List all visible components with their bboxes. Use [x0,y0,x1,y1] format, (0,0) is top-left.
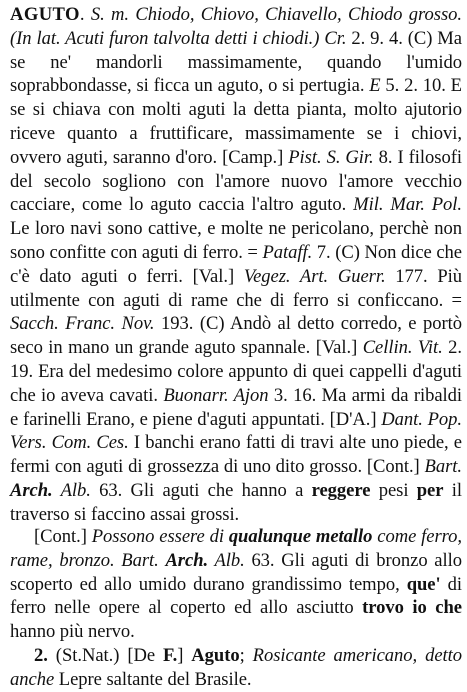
italic-run: Sacch. Franc. Nov. [10,313,155,335]
text-run: 193. (C) Andò al detto corredo, e portò seco in mano un grande aguto spannale. [Val.] [10,313,462,359]
italic-run: Dant. Pop. Vers. Com. Ces. [10,408,462,454]
text-run: 5. 2. 10. E se si chiava con molti aguti la detta pianta, molto ajutorio riceve quanto a fruttificare, massimamente se i chiovi, ovvero aguti, saranno d'oro. [Camp.] [10,75,462,168]
bold-run: qualunque [228,526,312,547]
text-run: 7. (C) Non dice che c'è dato aguti o ferri. [Val.] [10,241,462,287]
bold-run: trovo io che [362,597,462,619]
text-run: I banchi erano fatti di travi alte uno piede, e fermi con aguti di grossezza di uno dito grosso. [Cont.] [10,432,463,478]
bold-run: que' [406,573,441,595]
italic-run: Rosicante americano, detto anche [10,644,463,690]
italic-run: Possono essere di [91,526,229,547]
sub-sense-2 [10,644,462,692]
entry-paragraph-continuation [10,525,462,692]
bold-run: reggere [311,479,371,501]
bold-run: Aguto [191,644,240,666]
text-run: 2. 9. 4. (C) Ma se ne' mandorli massimamente, quando l'umido soprabbondasse, si ficca un aguto, o si pertugia. [10,27,462,97]
bold-run: Arch. [165,549,209,571]
italic-run: Pist. S. Gir. [288,146,374,168]
bold-run: F. [162,644,178,666]
entry-paragraph-main [10,3,462,527]
headword: AGUTO [10,4,80,25]
text-run: 63. Gli aguti di bronzo allo scoperto ed allo umido durano grandissimo tempo, [10,549,462,595]
italic-run: come ferro, rame, bronzo. Bart. [10,526,462,571]
italic-run: Buonarr. Ajon [163,384,269,406]
italic-run: Mil. Mar. Pol. [353,194,462,216]
text-run: 63. Gli aguti che hanno a [90,479,312,501]
italic-run: Vegez. Art. Guerr. [243,265,386,287]
italic-run: Cellin. Vit. [362,337,443,359]
sense-number: 2. [34,644,48,666]
italic-run: Bart. [424,456,462,478]
bold-run: Arch. [10,479,53,501]
text-run: (St.Nat.) [De [47,644,163,666]
text-run: il traverso si faccino assai grossi. [10,479,462,525]
italic-run: Pataff. [262,241,313,263]
text-run: di ferro nelle opere al coperto ed allo asciutto [10,573,463,619]
sub-paragraph-cont [10,525,462,644]
italic-run: S. m. Chiodo, Chiovo, Chiavello, Chiodo grosso. (In lat. Acuti furon talvolta detti i chiodi.) Cr. [10,4,462,49]
text-run: [Cont.] [34,526,92,547]
text-run: . [79,4,91,25]
text-run: pesi [370,479,417,501]
text-run: hanno più nervo. [10,621,135,643]
text-run: Lepre saltante del Brasile. [54,668,252,690]
bold-run: metallo [315,526,373,547]
italic-run: Alb. [52,479,91,501]
text-run: 2. 19. Era del medesimo colore appunto di quei cappelli d'aguti che io aveva cavati. [10,337,462,406]
bold-run: per [416,479,444,501]
text-run: ; [239,644,253,666]
italic-run: Alb. [208,549,245,571]
text-run: Le loro navi sono cattive, e molte ne pericolano, perchè non sono confitte con aguti di ferro. = [10,218,462,263]
text-run: 3. 16. Ma armi da ribaldi e farinelli Erano, e piene d'aguti appuntati. [D'A.] [10,384,463,430]
italic-run: E [369,75,381,97]
text-run: 8. I filosofi del secolo sogliono con l'amore nuovo l'amore vecchio cacciare, come lo aguto caccia l'altro aguto. [10,146,462,216]
text-run: ] [177,644,192,666]
text-run: 177. Più utilmente con aguti di rame che di ferro si conficcano. = [10,265,462,311]
